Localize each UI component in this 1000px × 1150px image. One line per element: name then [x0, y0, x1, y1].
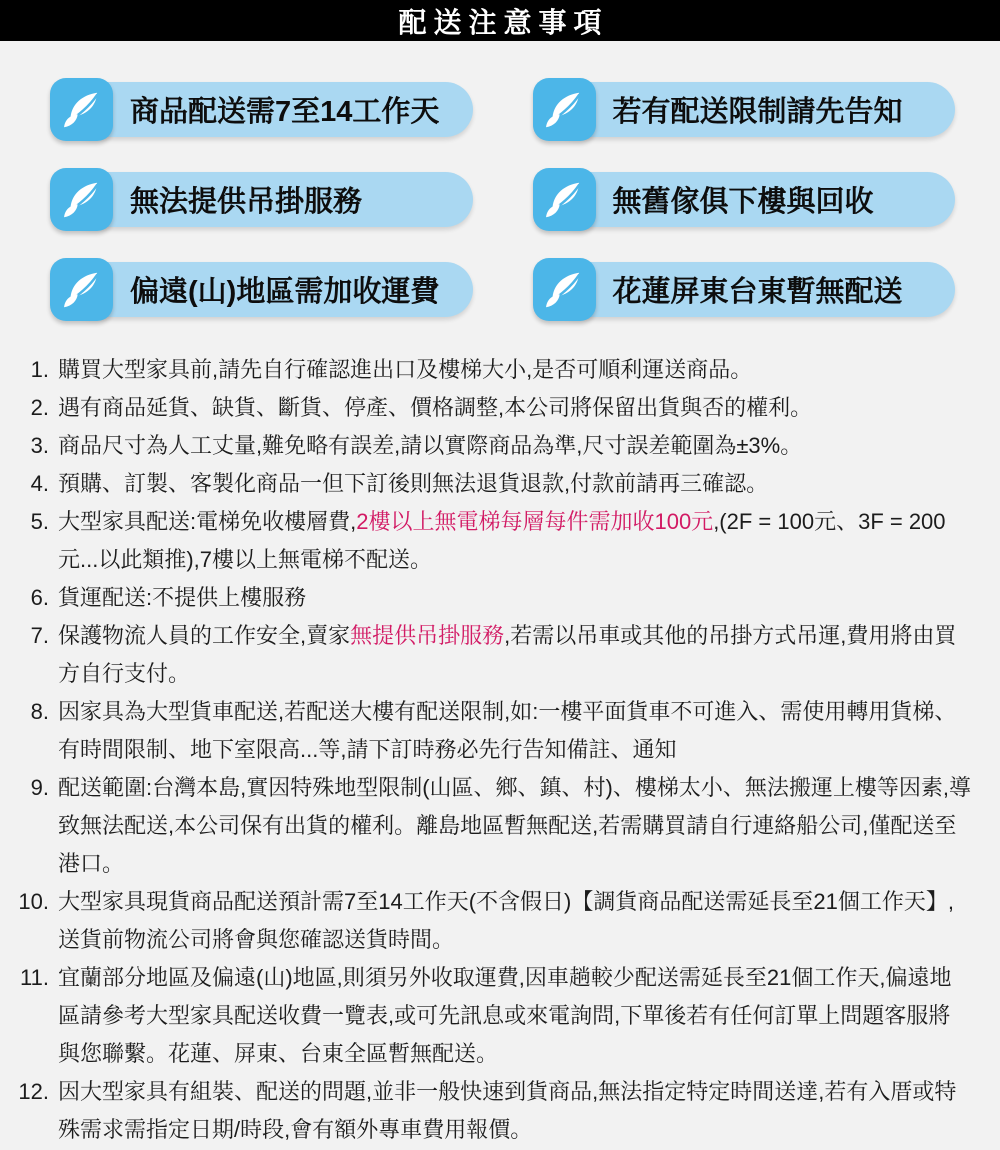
leaf-icon: [533, 78, 596, 141]
note-item: [8, 617, 972, 693]
note-item: [8, 693, 972, 769]
note-number: 11.: [20, 965, 49, 990]
note-segment: 大型家具現貨商品配送預計需7至14工作天(不含假日)【調貨商品配送需延長至21個工作天】,送貨前物流公司將會與您確認送貨時間。: [58, 889, 954, 952]
note-text: [58, 389, 972, 427]
note-text: [58, 617, 972, 693]
note-segment: 因家具為大型貨車配送,若配送大樓有配送限制,如:一樓平面貨車不可進入、需使用轉用貨梯、有時間限制、地下室限高...等,請下訂時務必先行告知備註、通知: [58, 699, 957, 762]
leaf-icon: [50, 168, 113, 231]
note-segment: 保護物流人員的工作安全,賣家: [58, 623, 351, 648]
note-number: 1.: [30, 357, 49, 382]
note-text: [58, 883, 972, 959]
info-badge: [533, 258, 956, 321]
note-segment: 配送範圍:台灣本島,實因特殊地型限制(山區、鄉、鎮、村)、樓梯太小、無法搬運上樓等因素,導致無法配送,本公司保有出貨的權利。離島地區暫無配送,若需購買請自行連絡船公司,僅配送至港口。: [58, 775, 971, 876]
leaf-icon: [50, 78, 113, 141]
note-item: [8, 351, 972, 389]
info-badge: [50, 78, 473, 141]
note-segment: 因大型家具有組裝、配送的問題,並非一般快速到貨商品,無法指定特定時間送達,若有入厝或特殊需求需指定日期/時段,會有額外專車費用報價。: [58, 1079, 957, 1142]
note-number: 8.: [30, 699, 49, 724]
note-item: [8, 769, 972, 883]
info-badge: [533, 168, 956, 231]
note-number: 2.: [30, 395, 49, 420]
info-badge: [50, 168, 473, 231]
badge-label: 無舊傢俱下樓與回收: [612, 186, 874, 218]
info-badge: [533, 78, 956, 141]
header-bar: [0, 0, 1000, 41]
note-item: [8, 427, 972, 465]
note-text: [58, 959, 972, 1073]
note-segment: 貨運配送:不提供上樓服務: [58, 585, 307, 610]
note-segment: 遇有商品延貨、缺貨、斷貨、停產、價格調整,本公司將保留出貨與否的權利。: [58, 395, 813, 420]
note-item: [8, 465, 972, 503]
badge-label: 商品配送需7至14工作天: [130, 96, 440, 128]
note-segment: ,若需以吊車或其他的吊掛方式吊運,費用將由買方自行支付。: [58, 623, 957, 686]
note-number: 5.: [30, 509, 49, 534]
note-number: 3.: [30, 433, 49, 458]
note-text: [58, 465, 972, 503]
note-item: [8, 959, 972, 1073]
note-item: [8, 579, 972, 617]
badge-grid: [0, 41, 1000, 321]
info-badge: [50, 258, 473, 321]
badge-label: 無法提供吊掛服務: [130, 186, 363, 218]
note-number: 4.: [30, 471, 49, 496]
note-number: 9.: [30, 775, 49, 800]
note-text: [58, 693, 972, 769]
note-segment-highlight: 2樓以上無電梯每層每件需加收100元: [356, 509, 714, 534]
badge-label: 花蓮屏東台東暫無配送: [612, 276, 903, 308]
note-number: 6.: [30, 585, 49, 610]
note-item: [8, 883, 972, 959]
note-segment: 宜蘭部分地區及偏遠(山)地區,則須另外收取運費,因車趟較少配送需延長至21個工作天,偏遠地區請參考大型家具配送收費一覽表,或可先訊息或來電詢問,下單後若有任何訂單上問題客服將與您聯繫。花蓮、屏東、台東全區暫無配送。: [58, 965, 952, 1066]
badge-label: 若有配送限制請先告知: [612, 96, 903, 128]
note-segment-highlight: 無提供吊掛服務: [350, 623, 505, 648]
leaf-icon: [533, 168, 596, 231]
note-text: [58, 427, 972, 465]
note-segment: ,(2F = 100元、3F = 200元...以此類推),7樓以上無電梯不配送。: [58, 509, 946, 572]
note-segment: 商品尺寸為人工丈量,難免略有誤差,請以實際商品為準,尺寸誤差範圍為±3%。: [58, 433, 803, 458]
note-item: [8, 389, 972, 427]
badge-label: 偏遠(山)地區需加收運費: [130, 276, 440, 308]
page-title: 配送注意事項: [398, 6, 609, 38]
note-number: 7.: [30, 623, 49, 648]
leaf-icon: [533, 258, 596, 321]
note-text: [58, 1073, 972, 1149]
note-text: [58, 769, 972, 883]
note-text: [58, 579, 972, 617]
note-text: [58, 351, 972, 389]
notes-list: [0, 321, 1000, 1149]
note-segment: 預購、訂製、客製化商品一但下訂後則無法退貨退款,付款前請再三確認。: [58, 471, 769, 496]
note-text: [58, 503, 972, 579]
leaf-icon: [50, 258, 113, 321]
note-item: [8, 503, 972, 579]
note-number: 10.: [18, 889, 49, 914]
note-segment: 大型家具配送:電梯免收樓層費,: [58, 509, 357, 534]
note-item: [8, 1073, 972, 1149]
note-segment: 購買大型家具前,請先自行確認進出口及樓梯大小,是否可順利運送商品。: [58, 357, 753, 382]
note-number: 12.: [18, 1079, 49, 1104]
